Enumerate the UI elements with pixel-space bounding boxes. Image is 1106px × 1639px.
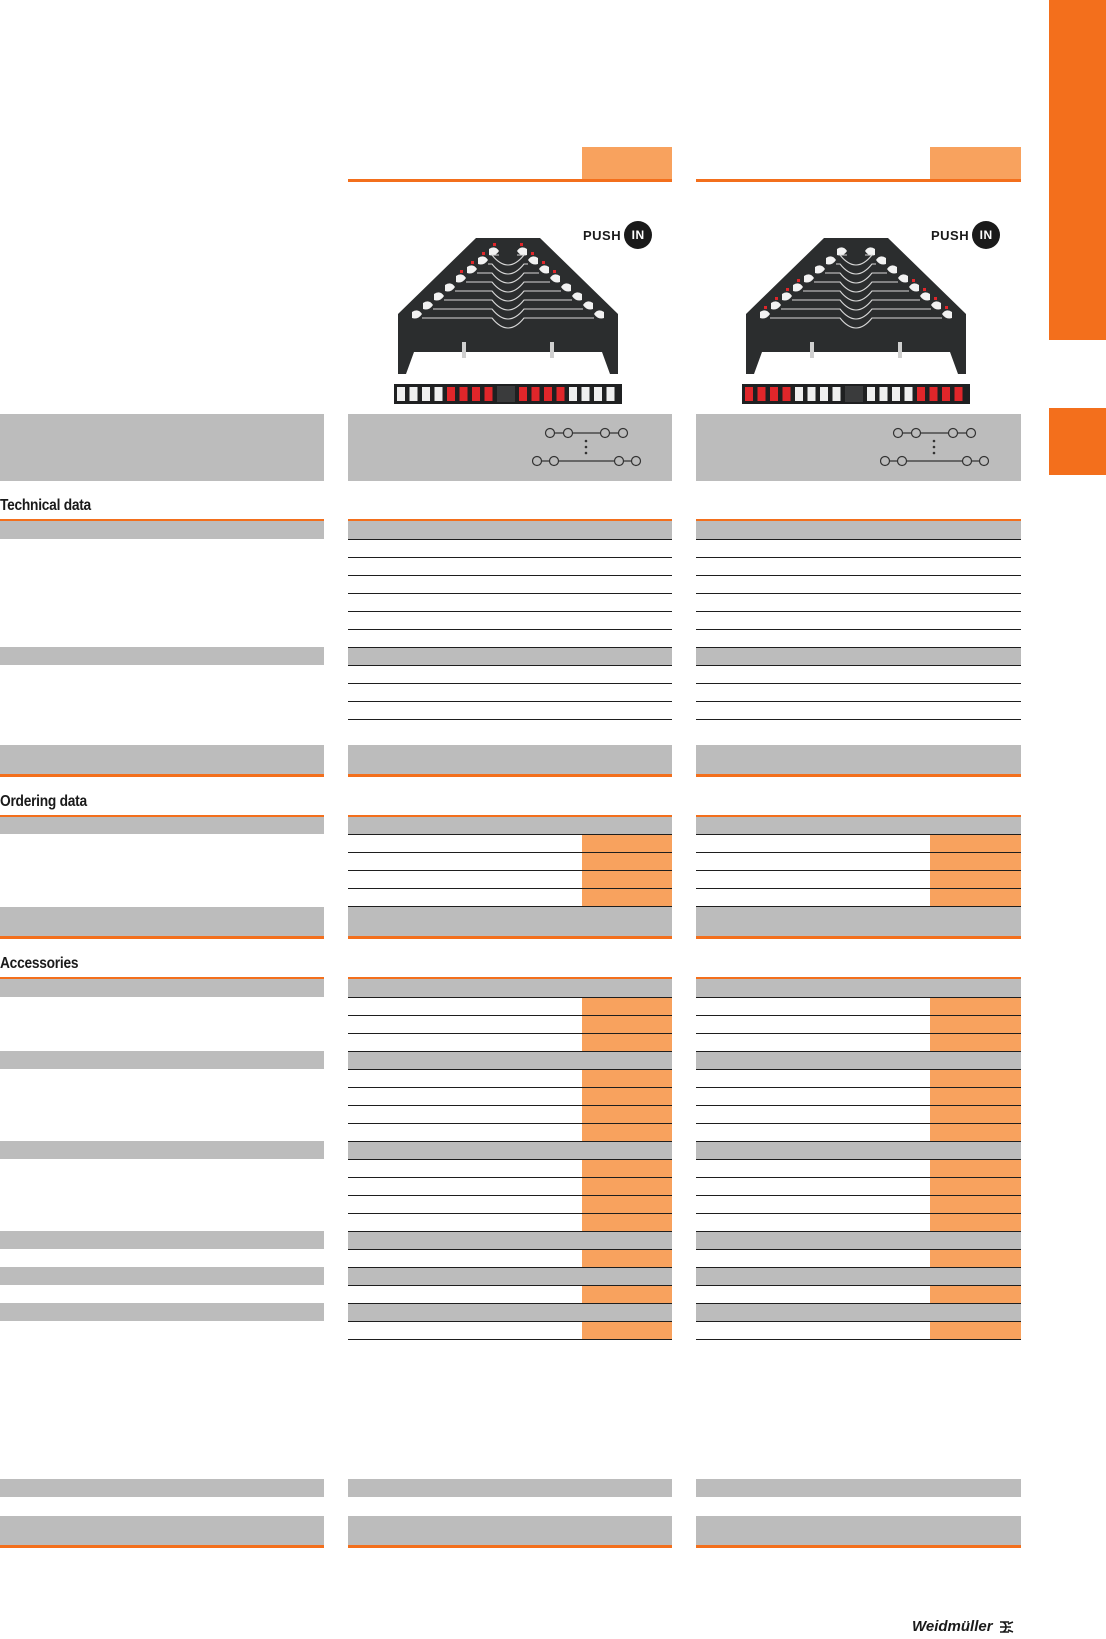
table-row-rule bbox=[348, 1123, 672, 1124]
ordering-label-header bbox=[0, 817, 324, 834]
table-row-rule bbox=[696, 1105, 1021, 1106]
accessory-order-number-cell bbox=[930, 1249, 1021, 1267]
order-number-cell bbox=[930, 888, 1021, 906]
tech-data-group-header bbox=[696, 647, 1021, 665]
accessories-label-header bbox=[0, 1051, 324, 1069]
accessory-order-number-cell bbox=[930, 1195, 1021, 1213]
tech-data-label-note bbox=[0, 745, 324, 774]
accessory-order-number-cell bbox=[582, 1195, 672, 1213]
table-row-rule bbox=[696, 1285, 1021, 1286]
table-row-rule bbox=[696, 629, 1021, 630]
table-row-rule bbox=[696, 1015, 1021, 1016]
brand-logo-text: Weidmüller bbox=[912, 1618, 993, 1635]
accessory-group-header bbox=[348, 1303, 672, 1321]
accessory-order-number-cell bbox=[930, 1087, 1021, 1105]
footnote-block bbox=[696, 1516, 1021, 1545]
table-row-rule bbox=[696, 888, 1021, 889]
tech-data-label-header bbox=[0, 521, 324, 539]
table-row-rule bbox=[696, 870, 1021, 871]
table-row-rule bbox=[348, 629, 672, 630]
product-header-rule bbox=[348, 179, 672, 182]
chapter-tab-primary bbox=[1049, 0, 1106, 340]
accessory-order-number-cell bbox=[930, 1015, 1021, 1033]
table-row-rule bbox=[696, 997, 1021, 998]
push-in-badge-text: PUSH bbox=[583, 227, 622, 243]
tech-data-note-block bbox=[696, 745, 1021, 774]
table-row-rule bbox=[348, 888, 672, 889]
accessories-label-header bbox=[0, 1231, 324, 1249]
order-number-cell bbox=[582, 888, 672, 906]
terminal-schematic-icon bbox=[532, 422, 652, 470]
accessory-order-number-cell bbox=[582, 1069, 672, 1087]
table-row-rule bbox=[696, 575, 1021, 576]
table-row-rule bbox=[696, 557, 1021, 558]
table-row-rule bbox=[348, 1249, 672, 1250]
table-row-rule bbox=[348, 834, 672, 835]
tech-data-bottom-rule bbox=[696, 774, 1021, 777]
table-row-rule bbox=[348, 1231, 672, 1232]
ordering-data-bottom-rule bbox=[348, 936, 672, 939]
table-row-rule bbox=[696, 1321, 1021, 1322]
table-row-rule bbox=[696, 1141, 1021, 1142]
section-title-accessories: Accessories bbox=[0, 955, 79, 972]
table-row-rule bbox=[696, 1087, 1021, 1088]
accessory-order-number-cell bbox=[582, 1213, 672, 1231]
ordering-note-block bbox=[348, 907, 672, 936]
accessories-label-header bbox=[0, 979, 324, 997]
table-row-rule bbox=[348, 1159, 672, 1160]
accessory-order-number-cell bbox=[930, 997, 1021, 1015]
table-row-rule bbox=[348, 1105, 672, 1106]
table-row-rule bbox=[348, 1177, 672, 1178]
accessory-group-header bbox=[348, 1141, 672, 1159]
accessory-order-number-cell bbox=[582, 1285, 672, 1303]
product-description-label-box bbox=[0, 414, 324, 481]
table-row-rule bbox=[696, 1177, 1021, 1178]
brand-logo bbox=[912, 1618, 1015, 1635]
table-row-rule bbox=[696, 683, 1021, 684]
tech-data-group-header bbox=[348, 647, 672, 665]
table-row-rule bbox=[348, 1339, 672, 1340]
table-row-rule bbox=[348, 1285, 672, 1286]
table-row-rule bbox=[696, 1213, 1021, 1214]
accessory-order-number-cell bbox=[582, 1123, 672, 1141]
push-in-badge-circle: IN bbox=[972, 221, 1000, 249]
order-number-cell bbox=[930, 834, 1021, 852]
table-row-rule bbox=[348, 665, 672, 666]
accessory-order-number-cell bbox=[930, 1321, 1021, 1339]
product-image bbox=[392, 234, 624, 412]
terminal-schematic-icon bbox=[880, 422, 1000, 470]
accessory-order-number-cell bbox=[930, 1213, 1021, 1231]
accessory-order-number-cell bbox=[582, 1159, 672, 1177]
accessory-group-header bbox=[696, 1231, 1021, 1249]
table-row-rule bbox=[348, 1051, 672, 1052]
accessory-order-number-cell bbox=[582, 997, 672, 1015]
ordering-note-block bbox=[696, 907, 1021, 936]
table-row-rule bbox=[696, 834, 1021, 835]
accessory-group-header bbox=[696, 1141, 1021, 1159]
order-number-cell bbox=[582, 870, 672, 888]
table-row-rule bbox=[348, 852, 672, 853]
table-row-rule bbox=[348, 1213, 672, 1214]
table-row-rule bbox=[696, 1123, 1021, 1124]
accessory-group-header bbox=[696, 979, 1021, 997]
table-row-rule bbox=[348, 1141, 672, 1142]
table-row-rule bbox=[696, 1033, 1021, 1034]
footnote-block bbox=[348, 1516, 672, 1545]
table-row-rule bbox=[348, 1087, 672, 1088]
table-row-rule bbox=[348, 575, 672, 576]
push-in-badge-text: PUSH bbox=[931, 227, 970, 243]
table-row-rule bbox=[696, 539, 1021, 540]
table-row-rule bbox=[348, 719, 672, 720]
accessory-order-number-cell bbox=[582, 1321, 672, 1339]
table-row-rule bbox=[696, 611, 1021, 612]
footnote-bar bbox=[696, 1479, 1021, 1497]
accessory-group-header bbox=[348, 1231, 672, 1249]
order-number-cell bbox=[582, 852, 672, 870]
table-row-rule bbox=[348, 557, 672, 558]
table-row-rule bbox=[348, 997, 672, 998]
accessory-order-number-cell bbox=[930, 1159, 1021, 1177]
accessory-order-number-cell bbox=[930, 1285, 1021, 1303]
table-row-rule bbox=[348, 1015, 672, 1016]
accessory-order-number-cell bbox=[582, 1015, 672, 1033]
brand-logo-icon bbox=[999, 1620, 1015, 1634]
accessory-order-number-cell bbox=[582, 1105, 672, 1123]
product-code-tab bbox=[930, 147, 1021, 179]
accessory-order-number-cell bbox=[582, 1087, 672, 1105]
accessories-label-header bbox=[0, 1267, 324, 1285]
product-header-rule bbox=[696, 179, 1021, 182]
table-row-rule bbox=[348, 683, 672, 684]
accessories-label-header bbox=[0, 1141, 324, 1159]
order-number-cell bbox=[930, 870, 1021, 888]
ordering-label-note bbox=[0, 907, 324, 936]
accessory-order-number-cell bbox=[930, 1033, 1021, 1051]
accessory-group-header bbox=[348, 1051, 672, 1069]
tech-data-bottom-rule bbox=[348, 774, 672, 777]
tech-data-group-header bbox=[348, 521, 672, 539]
accessory-order-number-cell bbox=[930, 1177, 1021, 1195]
table-row-rule bbox=[696, 593, 1021, 594]
accessory-order-number-cell bbox=[930, 1123, 1021, 1141]
order-number-cell bbox=[582, 834, 672, 852]
table-row-rule bbox=[696, 1069, 1021, 1070]
footnote-bar bbox=[348, 1479, 672, 1497]
accessory-group-header bbox=[696, 1303, 1021, 1321]
footnote-label-bottom-rule bbox=[0, 1545, 324, 1548]
accessory-order-number-cell bbox=[582, 1177, 672, 1195]
tech-data-label-bottom-rule bbox=[0, 774, 324, 777]
footnote-label-bar bbox=[0, 1479, 324, 1497]
table-row-rule bbox=[348, 611, 672, 612]
table-row-rule bbox=[348, 701, 672, 702]
table-row-rule bbox=[348, 539, 672, 540]
push-in-badge-circle: IN bbox=[624, 221, 652, 249]
table-row-rule bbox=[696, 701, 1021, 702]
footnote-bottom-rule bbox=[348, 1545, 672, 1548]
table-row-rule bbox=[348, 1321, 672, 1322]
tech-data-label-header bbox=[0, 647, 324, 665]
chapter-tab-secondary bbox=[1049, 408, 1106, 475]
table-row-rule bbox=[696, 1231, 1021, 1232]
table-row-rule bbox=[696, 665, 1021, 666]
product-image bbox=[740, 234, 972, 412]
table-row-rule bbox=[696, 1051, 1021, 1052]
accessory-order-number-cell bbox=[582, 1033, 672, 1051]
section-title-ordering-data: Ordering data bbox=[0, 793, 87, 810]
table-row-rule bbox=[348, 870, 672, 871]
table-row-rule bbox=[696, 1195, 1021, 1196]
table-row-rule bbox=[348, 593, 672, 594]
table-row-rule bbox=[696, 1159, 1021, 1160]
order-number-cell bbox=[930, 852, 1021, 870]
table-row-rule bbox=[696, 1249, 1021, 1250]
table-row-rule bbox=[696, 1303, 1021, 1304]
table-row-rule bbox=[696, 1339, 1021, 1340]
ordering-data-header bbox=[348, 817, 672, 834]
accessories-label-header bbox=[0, 1303, 324, 1321]
table-row-rule bbox=[348, 1195, 672, 1196]
accessory-group-header bbox=[696, 1051, 1021, 1069]
tech-data-group-header bbox=[696, 521, 1021, 539]
accessory-group-header bbox=[348, 979, 672, 997]
table-row-rule bbox=[696, 647, 1021, 648]
table-row-rule bbox=[696, 852, 1021, 853]
section-title-technical-data: Technical data bbox=[0, 497, 91, 514]
footnote-bottom-rule bbox=[696, 1545, 1021, 1548]
ordering-data-bottom-rule bbox=[696, 936, 1021, 939]
ordering-data-header bbox=[696, 817, 1021, 834]
accessory-order-number-cell bbox=[930, 1105, 1021, 1123]
tech-data-note-block bbox=[348, 745, 672, 774]
product-code-tab bbox=[582, 147, 672, 179]
table-row-rule bbox=[696, 1267, 1021, 1268]
table-row-rule bbox=[348, 647, 672, 648]
table-row-rule bbox=[696, 719, 1021, 720]
table-row-rule bbox=[348, 1267, 672, 1268]
table-row-rule bbox=[348, 1303, 672, 1304]
ordering-label-bottom-rule bbox=[0, 936, 324, 939]
accessory-group-header bbox=[696, 1267, 1021, 1285]
table-row-rule bbox=[348, 1069, 672, 1070]
accessory-order-number-cell bbox=[930, 1069, 1021, 1087]
footnote-label-block bbox=[0, 1516, 324, 1545]
table-row-rule bbox=[348, 1033, 672, 1034]
accessory-group-header bbox=[348, 1267, 672, 1285]
accessory-order-number-cell bbox=[582, 1249, 672, 1267]
